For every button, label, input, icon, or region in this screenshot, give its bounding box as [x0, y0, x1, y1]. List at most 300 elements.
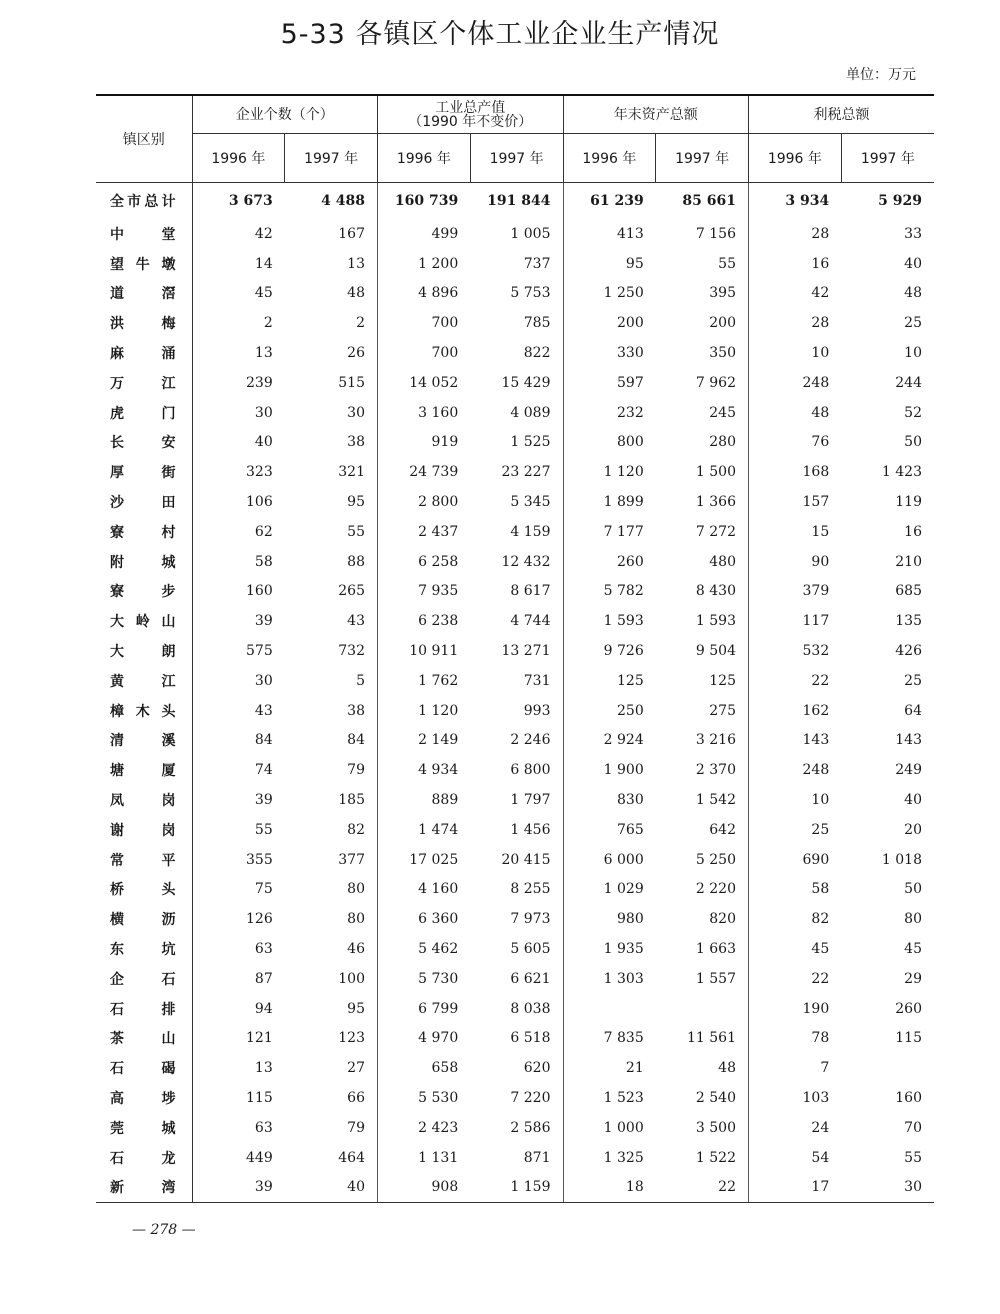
value-cell: 95 [563, 249, 656, 279]
value-cell: 1 250 [563, 279, 656, 309]
value-cell: 395 [709, 285, 736, 302]
value-cell: 4 160 [378, 875, 471, 905]
value-cell: 64 [904, 702, 922, 719]
value-cell: 5 530 [378, 1083, 471, 1113]
year-header: 1996 年 [378, 134, 471, 183]
value-cell: 190 [749, 994, 842, 1024]
region-name-cell: 大朗 [96, 636, 192, 666]
table-row [96, 279, 934, 309]
value-cell: 13 [254, 1060, 273, 1077]
value-cell: 245 [709, 404, 736, 421]
value-cell: 731 [523, 672, 551, 689]
value-cell: 58 [254, 553, 273, 570]
value-cell: 125 [563, 666, 656, 696]
value-cell: 185 [338, 792, 365, 809]
value-cell: 82 [347, 821, 365, 838]
value-cell: 239 [246, 374, 273, 391]
value-cell: 18 [563, 1173, 656, 1203]
value-cell: 38 [347, 434, 365, 451]
value-cell: 21 [563, 1053, 656, 1083]
value-cell: 737 [523, 255, 551, 272]
value-cell: 15 [749, 517, 842, 547]
value-cell: 8 038 [510, 1000, 551, 1017]
value-cell: 800 [563, 428, 656, 458]
value-cell: 5 345 [510, 494, 551, 511]
year-header: 1996 年 [192, 134, 285, 183]
statistics-table [96, 94, 934, 1203]
group-header-industrial-output [378, 95, 564, 134]
value-cell: 10 [904, 345, 922, 362]
value-cell: 30 [347, 404, 365, 421]
table-row [96, 517, 934, 547]
value-cell: 119 [895, 494, 922, 511]
value-cell: 50 [904, 881, 922, 898]
value-cell: 6 360 [378, 904, 471, 934]
value-cell: 4 744 [510, 613, 551, 630]
table-row [96, 398, 934, 428]
value-cell: 9 504 [695, 643, 736, 660]
value-cell: 14 [254, 255, 273, 272]
value-cell: 1 557 [695, 970, 736, 987]
value-cell: 8 617 [510, 583, 551, 600]
value-cell: 1 474 [378, 815, 471, 845]
value-cell: 993 [523, 702, 551, 719]
table-row [96, 308, 934, 338]
value-cell: 700 [378, 308, 471, 338]
region-name-cell: 麻涌 [96, 338, 192, 368]
value-cell: 820 [709, 911, 736, 928]
table-body [96, 183, 934, 1203]
value-cell: 23 227 [501, 464, 551, 481]
value-cell: 6 799 [378, 994, 471, 1024]
table-row [96, 1024, 934, 1054]
region-name-cell: 望牛墩 [96, 249, 192, 279]
value-cell: 249 [895, 762, 922, 779]
value-cell: 379 [749, 577, 842, 607]
value-cell: 499 [378, 219, 471, 249]
value-cell: 1 005 [510, 225, 551, 242]
value-cell: 95 [347, 1000, 365, 1017]
header-row-years [96, 134, 934, 183]
value-cell: 5 730 [378, 964, 471, 994]
value-cell: 350 [709, 345, 736, 362]
region-name-cell: 黄江 [96, 666, 192, 696]
value-cell: 43 [347, 613, 365, 630]
table-row [96, 487, 934, 517]
value-cell: 321 [338, 464, 365, 481]
table-row [96, 338, 934, 368]
value-cell: 690 [749, 845, 842, 875]
value-cell: 143 [895, 732, 922, 749]
table-row [96, 994, 934, 1024]
group-label: 工业总产值 [435, 99, 506, 116]
value-cell: 90 [749, 547, 842, 577]
value-cell: 39 [254, 613, 273, 630]
value-cell: 200 [563, 308, 656, 338]
value-cell: 20 [904, 821, 922, 838]
value-cell: 5 753 [510, 285, 551, 302]
value-cell: 330 [563, 338, 656, 368]
region-name-cell: 附城 [96, 547, 192, 577]
table-row [96, 666, 934, 696]
table-row [96, 964, 934, 994]
value-cell: 3 160 [378, 398, 471, 428]
value-cell: 1 159 [470, 1173, 563, 1203]
value-cell: 30 [254, 404, 273, 421]
value-cell: 55 [254, 821, 273, 838]
region-name-cell: 厚街 [96, 457, 192, 487]
value-cell: 39 [254, 792, 273, 809]
value-cell: 26 [347, 345, 365, 362]
value-cell: 30 [841, 1173, 934, 1203]
region-name-cell: 大岭山 [96, 606, 192, 636]
value-cell: 79 [347, 1119, 365, 1136]
value-cell: 10 [749, 785, 842, 815]
group-label: 年末资产总额 [613, 106, 698, 123]
value-cell: 75 [254, 881, 273, 898]
value-cell: 43 [254, 702, 273, 719]
value-cell: 1 303 [563, 964, 656, 994]
value-cell: 2 [263, 315, 273, 332]
value-cell: 464 [338, 1149, 365, 1166]
value-cell: 377 [338, 851, 365, 868]
value-cell: 50 [904, 434, 922, 451]
region-name-cell: 清溪 [96, 726, 192, 756]
value-cell: 8 430 [695, 583, 736, 600]
value-cell: 5 462 [378, 934, 471, 964]
value-cell: 413 [563, 219, 656, 249]
table-row [96, 934, 934, 964]
value-cell: 1 366 [695, 494, 736, 511]
table-row [96, 428, 934, 458]
value-cell: 1 522 [695, 1149, 736, 1166]
value-cell: 7 935 [378, 577, 471, 607]
value-cell: 100 [338, 970, 365, 987]
value-cell: 355 [246, 851, 273, 868]
value-cell: 232 [563, 398, 656, 428]
table-row [96, 1143, 934, 1173]
value-cell: 80 [347, 911, 365, 928]
group-label: 企业个数（个） [235, 106, 334, 123]
value-cell: 8 255 [510, 881, 551, 898]
region-name-cell: 常平 [96, 845, 192, 875]
value-cell: 280 [709, 434, 736, 451]
value-cell: 5 250 [695, 851, 736, 868]
value-cell: 103 [749, 1083, 842, 1113]
value-cell: 1 456 [510, 821, 551, 838]
year-header: 1997 年 [285, 134, 378, 183]
value-cell: 1 018 [881, 851, 922, 868]
region-name-cell: 企石 [96, 964, 192, 994]
value-cell: 732 [338, 643, 365, 660]
page-title: 5-33 各镇区个体工业企业生产情况 [280, 19, 720, 50]
value-cell: 4 159 [510, 523, 551, 540]
value-cell: 15 429 [501, 374, 551, 391]
value-cell: 88 [347, 553, 365, 570]
value-cell: 1 542 [695, 792, 736, 809]
value-cell: 87 [254, 970, 273, 987]
value-cell: 515 [338, 374, 365, 391]
value-cell: 55 [718, 255, 736, 272]
group-header-enterprise-count [192, 95, 378, 134]
value-cell: 700 [378, 338, 471, 368]
value-cell: 1 120 [378, 696, 471, 726]
value-cell: 1 120 [563, 457, 656, 487]
value-cell: 210 [895, 553, 922, 570]
value-cell: 168 [749, 457, 842, 487]
value-cell: 25 [904, 672, 922, 689]
value-cell: 1 423 [881, 464, 922, 481]
value-cell: 28 [749, 219, 842, 249]
value-cell: 63 [254, 941, 273, 958]
value-cell: 95 [347, 494, 365, 511]
value-cell: 14 052 [378, 368, 471, 398]
value-cell: 63 [254, 1119, 273, 1136]
group-header-year-end-assets [563, 95, 749, 134]
value-cell: 6 258 [378, 547, 471, 577]
value-cell: 106 [246, 494, 273, 511]
table-row [96, 755, 934, 785]
value-cell: 2 370 [695, 762, 736, 779]
table-row [96, 636, 934, 666]
value-cell: 200 [709, 315, 736, 332]
value-cell: 40 [254, 434, 273, 451]
value-cell: 22 [749, 964, 842, 994]
value-cell: 78 [749, 1024, 842, 1054]
value-cell: 16 [904, 523, 922, 540]
value-cell: 39 [192, 1173, 285, 1203]
value-cell: 426 [895, 643, 922, 660]
region-name-cell: 石排 [96, 994, 192, 1024]
value-cell: 25 [904, 315, 922, 332]
value-cell: 6 000 [563, 845, 656, 875]
value-cell: 620 [523, 1060, 551, 1077]
value-cell: 22 [656, 1173, 749, 1203]
value-cell: 11 561 [687, 1030, 736, 1047]
value-cell: 46 [347, 941, 365, 958]
value-cell: 10 911 [378, 636, 471, 666]
value-cell: 7 835 [563, 1024, 656, 1054]
value-cell: 2 586 [510, 1119, 551, 1136]
value-cell: 115 [895, 1030, 922, 1047]
value-cell: 4 934 [378, 755, 471, 785]
value-cell: 42 [749, 279, 842, 309]
table-row [96, 457, 934, 487]
value-cell: 125 [709, 672, 736, 689]
value-cell: 4 970 [378, 1024, 471, 1054]
value-cell: 1 663 [695, 941, 736, 958]
value-cell: 55 [347, 523, 365, 540]
table-row [96, 219, 934, 249]
table-row [96, 577, 934, 607]
value-cell: 3 500 [695, 1119, 736, 1136]
value-cell: 16 [749, 249, 842, 279]
value-cell: 5 929 [878, 193, 922, 209]
value-cell: 1 000 [563, 1113, 656, 1143]
value-cell: 323 [246, 464, 273, 481]
total-row [96, 183, 934, 220]
year-header: 1997 年 [656, 134, 749, 183]
value-cell: 94 [254, 1000, 273, 1017]
value-cell: 260 [895, 1000, 922, 1017]
value-cell: 80 [904, 911, 922, 928]
table-row [96, 696, 934, 726]
value-cell: 48 [718, 1060, 736, 1077]
value-cell: 5 782 [563, 577, 656, 607]
value-cell: 13 [347, 255, 365, 272]
value-cell: 28 [749, 308, 842, 338]
region-name-cell: 新湾 [96, 1173, 192, 1203]
value-cell: 84 [254, 732, 273, 749]
value-cell: 5 605 [510, 941, 551, 958]
table-row [96, 785, 934, 815]
value-cell: 980 [563, 904, 656, 934]
value-cell: 62 [254, 523, 273, 540]
value-cell: 250 [563, 696, 656, 726]
value-cell: 24 739 [378, 457, 471, 487]
value-cell: 54 [749, 1143, 842, 1173]
value-cell: 449 [246, 1149, 273, 1166]
table-row [96, 547, 934, 577]
value-cell: 248 [749, 755, 842, 785]
value-cell: 9 726 [563, 636, 656, 666]
region-name-cell: 樟木头 [96, 696, 192, 726]
value-cell: 13 [254, 345, 273, 362]
value-cell: 919 [378, 428, 471, 458]
value-cell: 160 739 [378, 183, 471, 220]
region-name-cell: 茶山 [96, 1024, 192, 1054]
value-cell: 79 [347, 762, 365, 779]
value-cell: 7 [749, 1053, 842, 1083]
value-cell: 1 500 [695, 464, 736, 481]
value-cell: 10 [749, 338, 842, 368]
value-cell: 1 131 [378, 1143, 471, 1173]
value-cell: 275 [709, 702, 736, 719]
page-number: — 278 — [132, 1222, 196, 1238]
value-cell: 244 [895, 374, 922, 391]
region-name-cell: 寮村 [96, 517, 192, 547]
value-cell: 33 [904, 225, 922, 242]
value-cell: 45 [904, 941, 922, 958]
value-cell: 265 [338, 583, 365, 600]
region-name-cell: 中堂 [96, 219, 192, 249]
value-cell: 12 432 [501, 553, 551, 570]
group-label: 利税总额 [813, 106, 870, 123]
table-row [96, 845, 934, 875]
value-cell: 658 [378, 1053, 471, 1083]
value-cell: 822 [523, 345, 551, 362]
value-cell: 121 [246, 1030, 273, 1047]
value-cell: 48 [904, 285, 922, 302]
region-name-cell: 东坑 [96, 934, 192, 964]
value-cell: 4 488 [321, 193, 365, 209]
header-row-groups [96, 95, 934, 134]
unit-label: 单位：万元 [846, 67, 916, 83]
value-cell: 27 [347, 1060, 365, 1077]
value-cell: 1 797 [510, 792, 551, 809]
value-cell: 1 593 [695, 613, 736, 630]
value-cell: 66 [347, 1090, 365, 1106]
value-cell: 30 [254, 672, 273, 689]
value-cell: 24 [749, 1113, 842, 1143]
year-header: 1997 年 [470, 134, 563, 183]
value-cell: 85 661 [682, 193, 736, 209]
table-row [96, 368, 934, 398]
region-name-cell: 凤岗 [96, 785, 192, 815]
value-cell: 6 518 [510, 1030, 551, 1047]
table-row [96, 1173, 934, 1203]
value-cell: 45 [254, 285, 273, 302]
value-cell: 2 540 [695, 1090, 736, 1106]
value-cell: 1 525 [510, 434, 551, 451]
value-cell: 13 271 [501, 643, 551, 660]
region-name-cell: 桥头 [96, 875, 192, 905]
value-cell: 597 [563, 368, 656, 398]
value-cell: 143 [749, 726, 842, 756]
value-cell: 2 800 [378, 487, 471, 517]
value-cell: 871 [523, 1149, 551, 1166]
value-cell: 7 272 [695, 523, 736, 540]
value-cell: 1 200 [378, 249, 471, 279]
value-cell: 642 [709, 821, 736, 838]
value-cell: 765 [563, 815, 656, 845]
value-cell: 7 973 [510, 911, 551, 928]
value-cell: 40 [904, 792, 922, 809]
region-name-cell: 横沥 [96, 904, 192, 934]
value-cell: 5 [356, 672, 365, 689]
value-cell: 22 [749, 666, 842, 696]
value-cell: 7 220 [510, 1090, 551, 1106]
value-cell: 162 [749, 696, 842, 726]
value-cell: 40 [904, 255, 922, 272]
value-cell: 908 [378, 1173, 471, 1203]
value-cell: 2 246 [510, 732, 551, 749]
table-row [96, 606, 934, 636]
value-cell: 480 [709, 553, 736, 570]
value-cell: 575 [246, 643, 273, 660]
value-cell: 6 238 [378, 606, 471, 636]
table-row [96, 726, 934, 756]
region-name-cell: 万江 [96, 368, 192, 398]
region-name-cell: 石碣 [96, 1053, 192, 1083]
value-cell: 785 [523, 315, 551, 332]
value-cell [656, 994, 749, 1024]
value-cell: 191 844 [487, 193, 551, 209]
value-cell: 2 437 [378, 517, 471, 547]
region-name-cell: 塘厦 [96, 755, 192, 785]
region-name-cell: 石龙 [96, 1143, 192, 1173]
value-cell: 17 025 [378, 845, 471, 875]
year-header: 1996 年 [749, 134, 842, 183]
value-cell: 52 [904, 404, 922, 421]
value-cell [563, 994, 656, 1024]
value-cell: 157 [749, 487, 842, 517]
value-cell: 117 [749, 606, 842, 636]
region-name-cell: 谢岗 [96, 815, 192, 845]
value-cell: 167 [338, 225, 365, 242]
region-name-cell: 虎门 [96, 398, 192, 428]
value-cell [841, 1053, 934, 1083]
value-cell: 7 177 [563, 517, 656, 547]
table-row [96, 249, 934, 279]
region-name-cell: 莞城 [96, 1113, 192, 1143]
region-name-cell: 沙田 [96, 487, 192, 517]
table-row [96, 1053, 934, 1083]
value-cell: 160 [895, 1090, 922, 1106]
value-cell: 2 423 [378, 1113, 471, 1143]
value-cell: 29 [904, 970, 922, 987]
value-cell: 74 [254, 762, 273, 779]
